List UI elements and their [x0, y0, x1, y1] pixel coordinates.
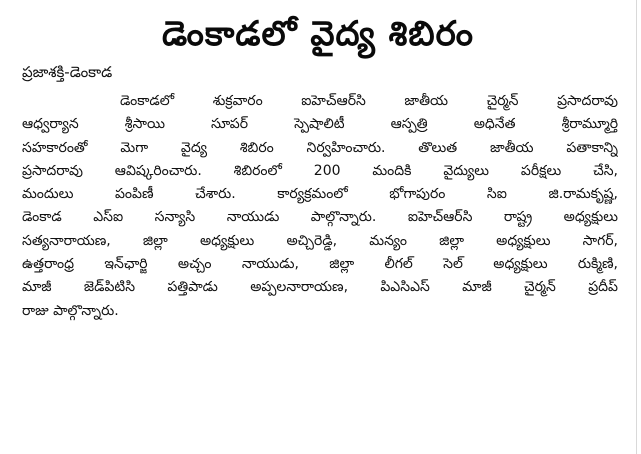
article-body [22, 90, 618, 323]
article-line: మందులు పంపిణీ చేశారు. కార్యక్రమంలో భోగాపురం సిఐ జి.రామకృష్ణ, [22, 186, 618, 203]
article-line: డెంకాడలో శుక్రవారం ఐహెచ్‌ఆర్‌సి జాతీయ చైర్మన్‌ ప్రసాదరావు [120, 93, 618, 109]
article-line: సహకారంతో మెగా వైద్య శిబిరం నిర్వహించారు. తొలుత జాతీయ పతాకాన్ని [22, 139, 618, 156]
article-line: డెంకాడ ఎస్‌ఐ సన్యాసి నాయుడు పాల్గొన్నారు. ఐహెచ్‌ఆర్‌సి రాష్ట్ర అధ్యక్షులు [22, 209, 618, 226]
article-line: మాజీ జెడ్‌పిటిసి పత్తిపాడు అప్పలనారాయణ, పిఎసిఎస్‌ మాజీ చైర్మన్‌ ప్రదీప్‌ [22, 279, 618, 296]
article-line: సత్యనారాయణ, జిల్లా అధ్యక్షులు అచ్చిరెడ్డి, మన్యం జిల్లా అధ్యక్షులు సాగర్‌, [22, 232, 618, 249]
page-edge [636, 0, 641, 454]
article-line: ఆధ్వర్యాన శ్రీసాయి సూపర్‌ స్పెషాలిటీ ఆస్పత్రి అధినేత శ్రీరామ్మూర్తి [22, 116, 618, 133]
article-line: ఉత్తరాంధ్ర ఇన్‌ఛార్జి అచ్చం నాయుడు, జిల్లా లీగల్‌ సెల్‌ అధ్యక్షులు రుక్మిణి, [22, 256, 618, 273]
headline: డెంకాడలో వైద్య శిబిరం [161, 14, 474, 54]
article-line: ప్రసాదరావు ఆవిష్కరించారు. శిబిరంలో 200 మందికి వైద్యులు పరీక్షలు చేసి, [22, 162, 618, 179]
dateline: ప్రజాశక్తి-డెంకాడ [22, 63, 113, 81]
article-line: రాజు పాల్గొన్నారు. [22, 302, 119, 319]
